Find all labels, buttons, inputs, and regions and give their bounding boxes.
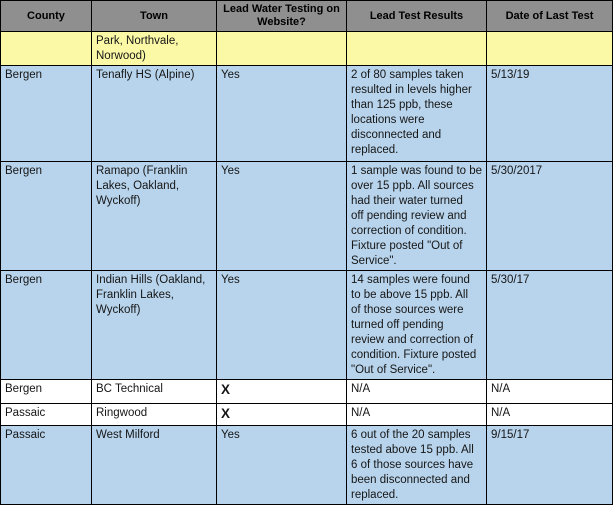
cell-last-test-date[interactable] [487, 32, 613, 66]
table-row [1, 271, 613, 380]
cell-county[interactable] [1, 32, 92, 66]
cell-test-results[interactable]: 1 sample was found to be over 15 ppb. All sources had their water turned off pending review and correction of condition. Fixture posted "Out of Service". [347, 162, 487, 271]
cell-town[interactable]: Indian Hills (Oakland, Franklin Lakes, Wyckoff) [92, 271, 217, 380]
cell-town[interactable]: Tenafly HS (Alpine) [92, 66, 217, 162]
table-row [1, 380, 613, 404]
cell-testing-status[interactable]: X [217, 380, 347, 404]
cell-last-test-date[interactable]: 5/30/17 [487, 271, 613, 380]
cell-county[interactable]: Passaic [1, 426, 92, 505]
cell-county[interactable]: Bergen [1, 271, 92, 380]
table-row [1, 66, 613, 162]
cell-testing-status[interactable] [217, 32, 347, 66]
cell-county[interactable]: Bergen [1, 380, 92, 404]
cell-town[interactable]: Park, Northvale, Norwood) [92, 32, 217, 66]
cell-testing-status[interactable]: Yes [217, 66, 347, 162]
cell-town[interactable]: West Milford [92, 426, 217, 505]
cell-last-test-date[interactable]: 5/13/19 [487, 66, 613, 162]
column-header-lead-test-results[interactable]: Lead Test Results [347, 1, 487, 32]
table-header-row [1, 1, 613, 32]
cell-last-test-date[interactable]: N/A [487, 404, 613, 426]
table-row [1, 404, 613, 426]
cell-test-results[interactable]: 6 out of the 20 samples tested above 15 ppb. All 6 of those sources have been disconnected and replaced. [347, 426, 487, 505]
cell-testing-status[interactable]: Yes [217, 271, 347, 380]
column-header-lead-water-testing[interactable]: Lead Water Testing on Website? [217, 1, 347, 32]
cell-test-results[interactable]: 2 of 80 samples taken resulted in levels higher than 125 ppb, these locations were disconnected and replaced. [347, 66, 487, 162]
cell-county[interactable]: Bergen [1, 162, 92, 271]
table-row [1, 426, 613, 505]
column-header-date-of-last-test[interactable]: Date of Last Test [487, 1, 613, 32]
cell-testing-status[interactable]: Yes [217, 426, 347, 505]
cell-last-test-date[interactable]: 5/30/2017 [487, 162, 613, 271]
column-header-town[interactable]: Town [92, 1, 217, 32]
cell-testing-status[interactable]: X [217, 404, 347, 426]
cell-testing-status[interactable]: Yes [217, 162, 347, 271]
cell-last-test-date[interactable]: 9/15/17 [487, 426, 613, 505]
cell-test-results[interactable] [347, 32, 487, 66]
cell-test-results[interactable]: N/A [347, 404, 487, 426]
cell-town[interactable]: Ringwood [92, 404, 217, 426]
table-body [1, 32, 613, 505]
cell-last-test-date[interactable]: N/A [487, 380, 613, 404]
table-row [1, 32, 613, 66]
cell-test-results[interactable]: 14 samples were found to be above 15 ppb. All of those sources were turned off pending review and correction of condition. Fixture posted "Out of Service". [347, 271, 487, 380]
cell-town[interactable]: BC Technical [92, 380, 217, 404]
cell-test-results[interactable]: N/A [347, 380, 487, 404]
table-row [1, 162, 613, 271]
cell-county[interactable]: Passaic [1, 404, 92, 426]
column-header-county[interactable]: County [1, 1, 92, 32]
cell-county[interactable]: Bergen [1, 66, 92, 162]
cell-town[interactable]: Ramapo (Franklin Lakes, Oakland, Wyckoff) [92, 162, 217, 271]
